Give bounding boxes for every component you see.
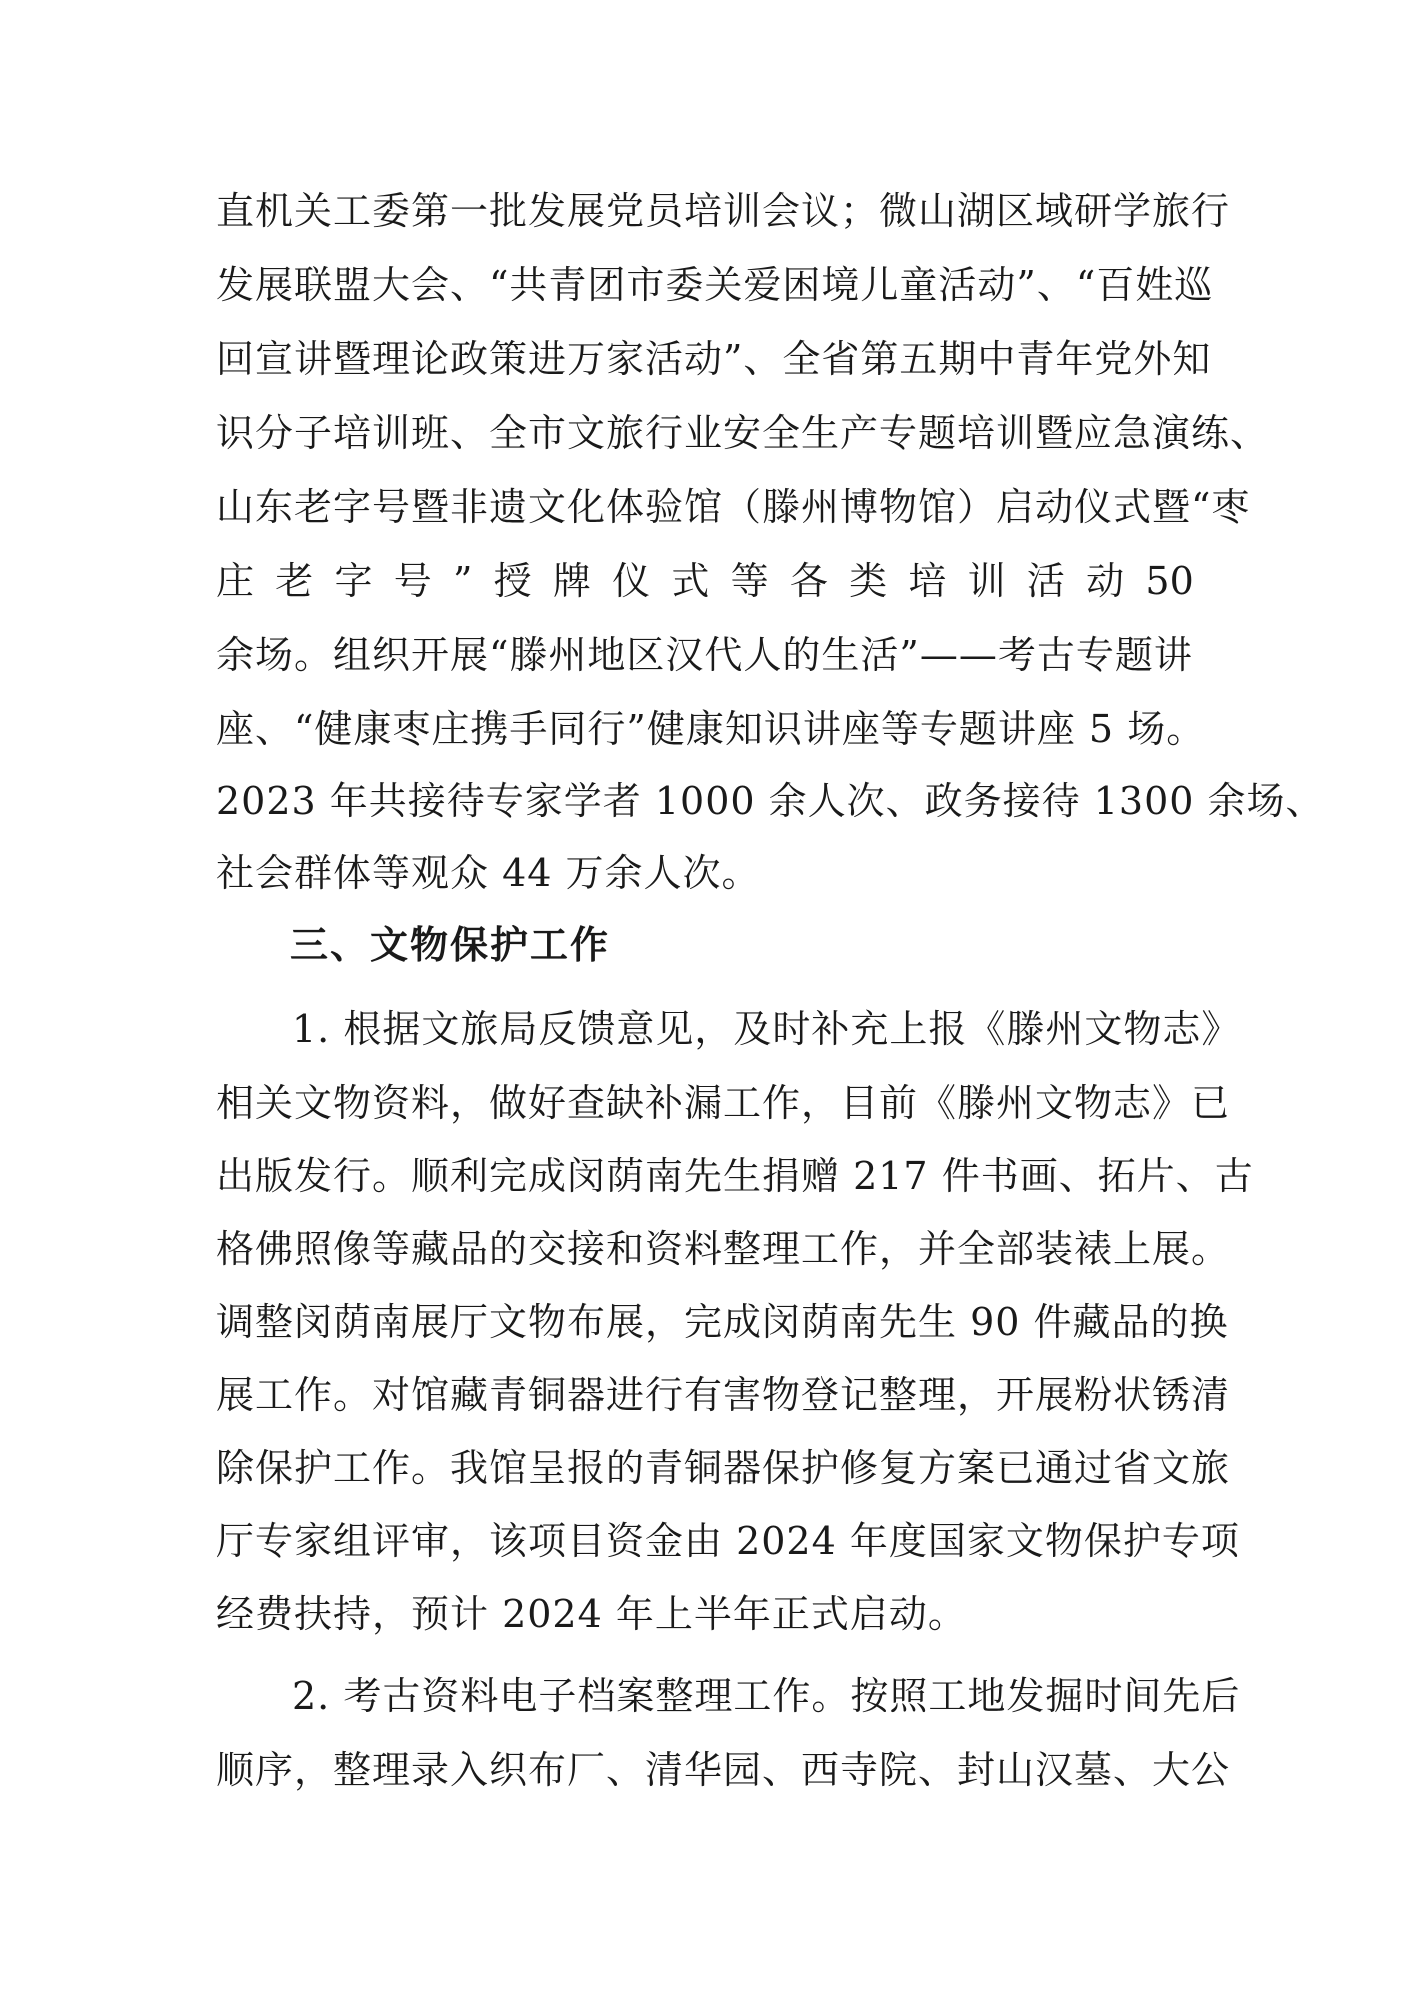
text-line: 经费扶持，预计 2024 年上半年正式启动。: [216, 1592, 967, 1636]
spread-char: 字: [334, 559, 373, 603]
spread-char: ”: [453, 559, 473, 603]
spread-char: 授: [493, 559, 532, 603]
text-line: 发展联盟大会、“共青团市委关爱困境儿童活动”、“百姓巡: [216, 263, 1214, 307]
text-line: 2023 年共接待专家学者 1000 余人次、政务接待 1300 余场、: [216, 779, 1325, 823]
spread-text-line: [216, 553, 1194, 609]
spread-char: 仪: [612, 559, 651, 603]
spread-char: 式: [671, 559, 710, 603]
text-line: 识分子培训班、全市文旅行业安全生产专题培训暨应急演练、: [216, 411, 1270, 455]
spread-char: 各: [789, 559, 828, 603]
spread-char: 训: [967, 559, 1006, 603]
text-line: 相关文物资料，做好查缺补漏工作，目前《滕州文物志》已: [216, 1081, 1231, 1125]
paragraph-first-line: 2. 考古资料电子档案整理工作。按照工地发掘时间先后: [292, 1674, 1241, 1718]
paragraph-first-line: 1. 根据文旅局反馈意见，及时补充上报《滕州文物志》: [292, 1007, 1241, 1051]
spread-char: 等: [730, 559, 769, 603]
text-line: 直机关工委第一批发展党员培训会议；微山湖区域研学旅行: [216, 189, 1231, 233]
spread-char: 老: [275, 559, 314, 603]
text-line: 展工作。对馆藏青铜器进行有害物登记整理，开展粉状锈清: [216, 1373, 1231, 1417]
text-line: 厅专家组评审，该项目资金由 2024 年度国家文物保护专项: [216, 1519, 1240, 1563]
text-line: 山东老字号暨非遗文化体验馆（滕州博物馆）启动仪式暨“枣: [216, 485, 1251, 529]
text-line: 顺序，整理录入织布厂、清华园、西寺院、封山汉墓、大公: [216, 1748, 1231, 1792]
text-line: 出版发行。顺利完成闵荫南先生捐赠 217 件书画、拓片、古: [216, 1154, 1254, 1198]
section-heading: 三、文物保护工作: [290, 923, 611, 967]
spread-char: 牌: [552, 559, 591, 603]
spread-char: 类: [849, 559, 888, 603]
text-line: 调整闵荫南展厅文物布展，完成闵荫南先生 90 件藏品的换: [216, 1300, 1229, 1344]
spread-char: 培: [908, 559, 947, 603]
text-line: 除保护工作。我馆呈报的青铜器保护修复方案已通过省文旅: [216, 1446, 1231, 1490]
text-line: 回宣讲暨理论政策进万家活动”、全省第五期中青年党外知: [216, 337, 1212, 381]
spread-char: 活: [1026, 559, 1065, 603]
spread-char: 50: [1145, 559, 1194, 603]
text-line: 座、“健康枣庄携手同行”健康知识讲座等专题讲座 5 场。: [216, 707, 1206, 751]
spread-char: 庄: [216, 559, 255, 603]
spread-char: 动: [1086, 559, 1125, 603]
text-line: 余场。组织开展“滕州地区汉代人的生活”——考古专题讲: [216, 633, 1193, 677]
spread-char: 号: [393, 559, 432, 603]
text-line: 格佛照像等藏品的交接和资料整理工作，并全部装裱上展。: [216, 1227, 1231, 1271]
text-line: 社会群体等观众 44 万余人次。: [216, 851, 761, 895]
